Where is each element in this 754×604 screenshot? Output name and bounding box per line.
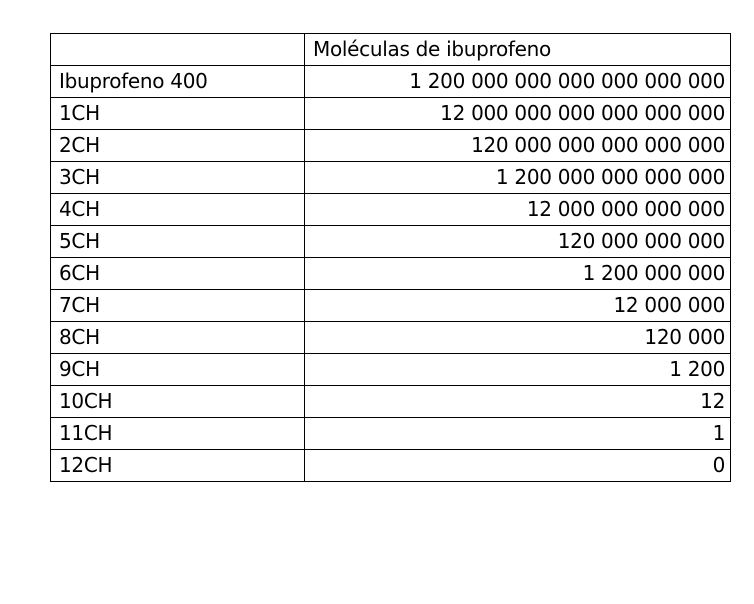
row-value: 1 200 bbox=[305, 354, 731, 386]
table-row bbox=[51, 66, 731, 98]
table-row bbox=[51, 354, 731, 386]
row-value: 1 bbox=[305, 418, 731, 450]
table-row bbox=[51, 162, 731, 194]
row-label: 4CH bbox=[51, 194, 305, 226]
row-value: 12 000 000 bbox=[305, 290, 731, 322]
row-label: 6CH bbox=[51, 258, 305, 290]
table-row bbox=[51, 98, 731, 130]
row-value: 120 000 000 000 bbox=[305, 226, 731, 258]
row-value: 12 000 000 000 000 bbox=[305, 194, 731, 226]
row-value: 1 200 000 000 000 000 000 000 bbox=[305, 66, 731, 98]
table-row bbox=[51, 386, 731, 418]
table-row bbox=[51, 322, 731, 354]
row-label: 2CH bbox=[51, 130, 305, 162]
row-label: 8CH bbox=[51, 322, 305, 354]
table-row bbox=[51, 130, 731, 162]
row-label: 9CH bbox=[51, 354, 305, 386]
row-label: 10CH bbox=[51, 386, 305, 418]
row-label: Ibuprofeno 400 bbox=[51, 66, 305, 98]
row-value: 0 bbox=[305, 450, 731, 482]
row-value: 120 000 bbox=[305, 322, 731, 354]
row-value: 12 bbox=[305, 386, 731, 418]
row-value: 120 000 000 000 000 000 bbox=[305, 130, 731, 162]
row-label: 1CH bbox=[51, 98, 305, 130]
row-value: 12 000 000 000 000 000 000 bbox=[305, 98, 731, 130]
table-row bbox=[51, 418, 731, 450]
row-label: 12CH bbox=[51, 450, 305, 482]
table-row bbox=[51, 450, 731, 482]
table-row bbox=[51, 258, 731, 290]
row-value: 1 200 000 000 000 000 bbox=[305, 162, 731, 194]
table-row bbox=[51, 194, 731, 226]
header-label-cell bbox=[51, 34, 305, 66]
row-label: 7CH bbox=[51, 290, 305, 322]
dilution-table bbox=[50, 33, 731, 482]
row-label: 11CH bbox=[51, 418, 305, 450]
row-label: 3CH bbox=[51, 162, 305, 194]
row-value: 1 200 000 000 bbox=[305, 258, 731, 290]
header-value-cell: Moléculas de ibuprofeno bbox=[305, 34, 731, 66]
table-row bbox=[51, 226, 731, 258]
table-header-row bbox=[51, 34, 731, 66]
row-label: 5CH bbox=[51, 226, 305, 258]
table-row bbox=[51, 290, 731, 322]
